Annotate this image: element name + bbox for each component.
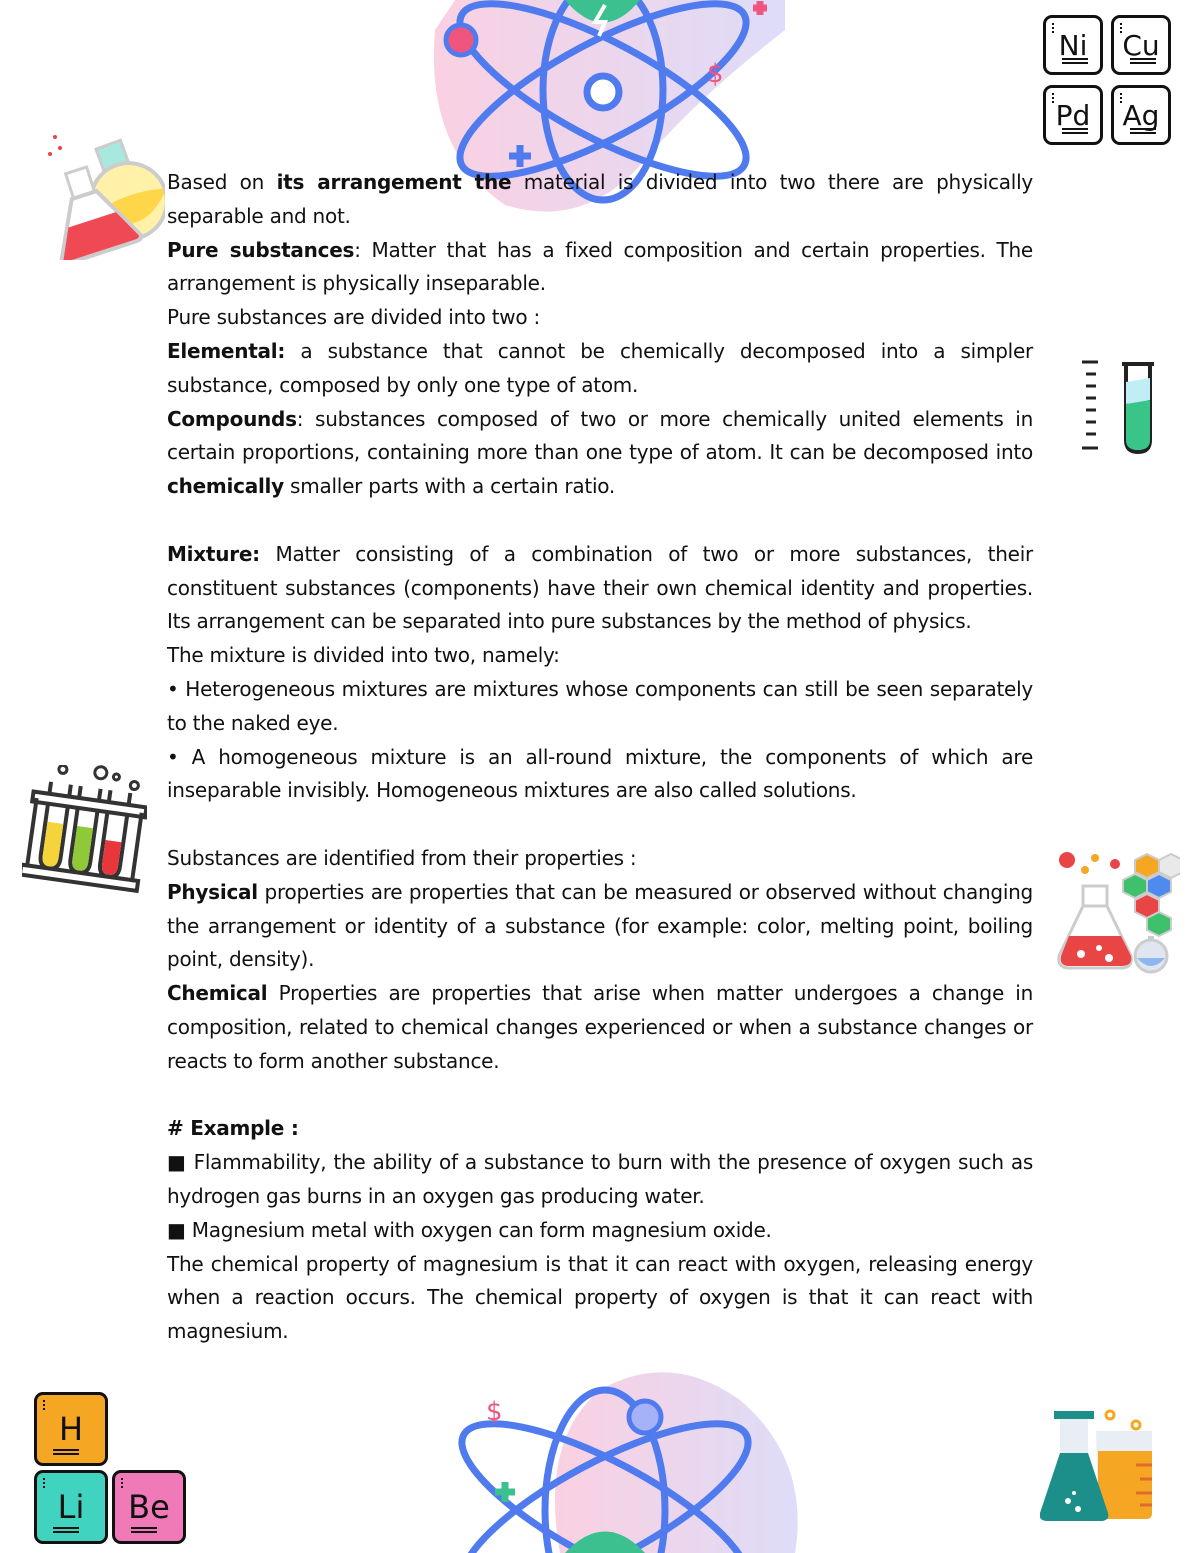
paragraph [167, 1146, 1033, 1214]
text-run: a substance that cannot be chemically decomposed into a simpler substance, composed by only one type of atom. [167, 338, 1033, 397]
text-run: • A homogeneous mixture is an all-round mixture, the components of which are inseparable invisibly. Homogeneous mixtures are also called solutions. [167, 744, 1033, 803]
element-tile: H [34, 1392, 108, 1466]
paragraph [167, 166, 1033, 234]
paragraph [167, 1214, 1033, 1248]
test-tube-rack-icon [22, 765, 147, 895]
molecule-flask-icon [1055, 850, 1180, 975]
blank-line [167, 808, 1033, 842]
atom-icon [440, 1360, 810, 1553]
bold-term: Physical [167, 879, 258, 904]
text-run: Matter consisting of a combination of two or more substances, their constituent substances (components) have their own chemical identity and properties. Its arrangement can be separated into pure substances by the method of physics. [167, 541, 1033, 634]
paragraph [167, 639, 1033, 673]
text-run: Pure substances are divided into two : [167, 305, 540, 330]
text-run: material is divided into two there are physically separable and not. [167, 170, 1033, 228]
text-run: • Heterogeneous mixtures are mixtures whose components can still be seen separately to the naked eye. [167, 676, 1033, 735]
test-tube-icon [1078, 358, 1160, 456]
paragraph [167, 538, 1033, 639]
text-run: The mixture is divided into two, namely: [167, 643, 560, 668]
bold-term: chemically [167, 474, 284, 499]
paragraph [167, 301, 1033, 335]
beaker-flask-icon [1040, 1405, 1162, 1525]
bold-term: its arrangement the [276, 170, 512, 194]
blank-line [167, 1079, 1033, 1113]
flask-icon [40, 130, 165, 260]
paragraph [167, 335, 1033, 403]
bold-term: Elemental: [167, 338, 286, 363]
paragraph [167, 234, 1033, 302]
element-tile: Be [112, 1470, 186, 1544]
paragraph [167, 1248, 1033, 1349]
text-run: ■ Magnesium metal with oxygen can form magnesium oxide. [167, 1217, 772, 1242]
text-run: : Matter that has a fixed composition and certain properties. The arrangement is physically inseparable. [167, 237, 1033, 296]
text-run: properties are properties that can be measured or observed without changing the arrangement or identity of a substance (for example: color, melting point, boiling point, density). [167, 879, 1033, 972]
paragraph [167, 741, 1033, 809]
bold-term: Chemical [167, 981, 268, 1006]
text-run: Properties are properties that arise when matter undergoes a change in composition, related to chemical changes experienced or when a substance changes or reacts to form another substance. [167, 981, 1033, 1073]
document-body [167, 166, 1033, 1349]
paragraph [167, 842, 1033, 876]
bold-term: Compounds [167, 406, 297, 431]
bold-term: Mixture: [167, 541, 260, 566]
element-tiles-top [1043, 15, 1176, 148]
text-run: The chemical property of magnesium is that it can react with oxygen, releasing energy when a reaction occurs. The chemical property of oxygen is that it can react with magnesium. [167, 1251, 1033, 1344]
paragraph [167, 1112, 1033, 1146]
paragraph [167, 673, 1033, 741]
bold-term: Pure substances [167, 237, 355, 262]
text-run: Based on [167, 170, 277, 194]
element-tiles-bottom [34, 1392, 186, 1544]
text-run: Substances are identified from their properties : [167, 845, 637, 870]
text-run: smaller parts with a certain ratio. [283, 474, 615, 499]
element-tile: Cu [1111, 15, 1171, 75]
element-tile: Pd [1043, 85, 1103, 145]
bold-term: # Example : [167, 1116, 299, 1141]
element-tile: Ni [1043, 15, 1103, 75]
paragraph [167, 876, 1033, 977]
element-tile: Ag [1111, 85, 1171, 145]
element-tile: Li [34, 1470, 108, 1544]
text-run: : substances composed of two or more chemically united elements in certain proportions, containing more than one type of atom. It can be decomposed into [167, 406, 1033, 465]
svg-text:$: $ [707, 59, 724, 89]
text-run: ■ Flammability, the ability of a substance to burn with the presence of oxygen such as hydrogen gas burns in an oxygen gas producing water. [167, 1150, 1033, 1208]
blank-line [167, 504, 1033, 538]
svg-text:$: $ [486, 1397, 503, 1427]
paragraph [167, 977, 1033, 1078]
paragraph [167, 403, 1033, 504]
